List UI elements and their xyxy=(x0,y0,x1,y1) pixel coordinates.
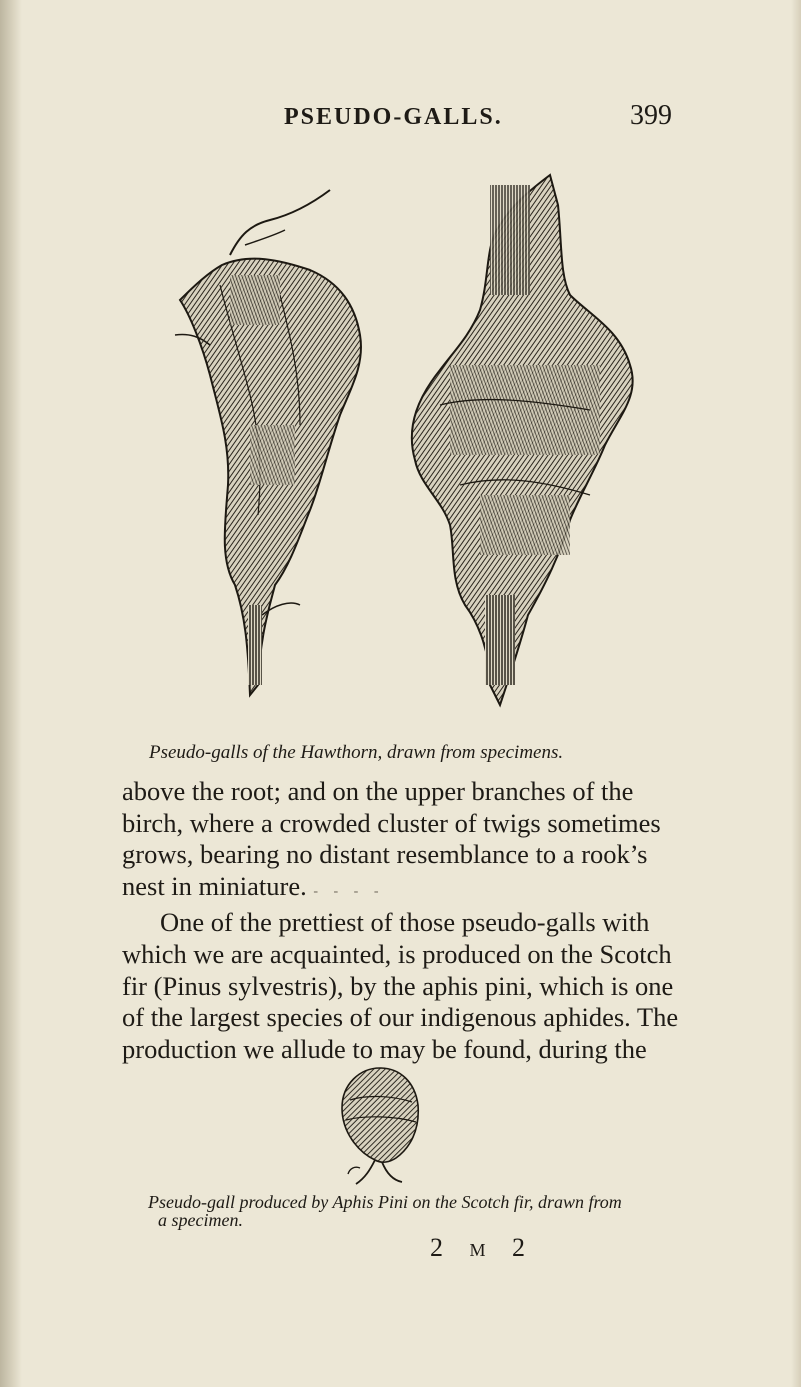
running-head xyxy=(0,100,801,138)
body-line-4-text: nest in miniature. xyxy=(122,870,307,901)
body-line-7: fir (Pinus sylvestris), by the aphis pini, which is one xyxy=(122,970,674,1001)
signature-mark xyxy=(430,1233,535,1263)
page-edge-right xyxy=(791,0,801,1387)
page-number: 399 xyxy=(630,100,672,131)
stray-marks: - - - - xyxy=(313,883,385,899)
body-line-3: grows, bearing no distant resemblance to a rook’s xyxy=(122,839,648,870)
figure-top-caption: Pseudo-galls of the Hawthorn, drawn from specimens. xyxy=(149,742,564,763)
left-gall xyxy=(175,190,361,695)
figure-bottom-caption xyxy=(148,1193,708,1229)
hawthorn-pseudo-galls-illustration xyxy=(150,165,670,735)
right-gall xyxy=(412,175,633,705)
body-line-8: of the largest species of our indigenous aphides. The xyxy=(122,1002,679,1033)
body-line-1: above the root; and on the upper branches of the xyxy=(122,776,634,806)
signature-number-1: 2 xyxy=(430,1233,453,1262)
signature-letter: M xyxy=(469,1240,496,1260)
body-line-4 xyxy=(122,871,692,908)
figure-bottom-caption-line-1: Pseudo-gall produced by Aphis Pini on the Scotch fir, drawn from xyxy=(148,1192,622,1212)
scotch-fir-pseudo-gall-illustration xyxy=(320,1060,440,1190)
body-line-2: birch, where a crowded cluster of twigs sometimes xyxy=(122,807,661,838)
signature-number-2: 2 xyxy=(512,1233,536,1262)
figure-bottom-caption-line-2: a specimen. xyxy=(158,1210,243,1230)
body-text xyxy=(122,776,692,1065)
running-title: PSEUDO-GALLS. xyxy=(284,104,503,130)
body-line-9: production we allude to may be found, during the xyxy=(122,1033,647,1064)
page-edge-shadow xyxy=(0,0,22,1387)
body-line-5: One of the prettiest of those pseudo-galls with xyxy=(160,907,650,938)
body-line-6: which we are acquainted, is produced on the Scotch xyxy=(122,938,672,969)
